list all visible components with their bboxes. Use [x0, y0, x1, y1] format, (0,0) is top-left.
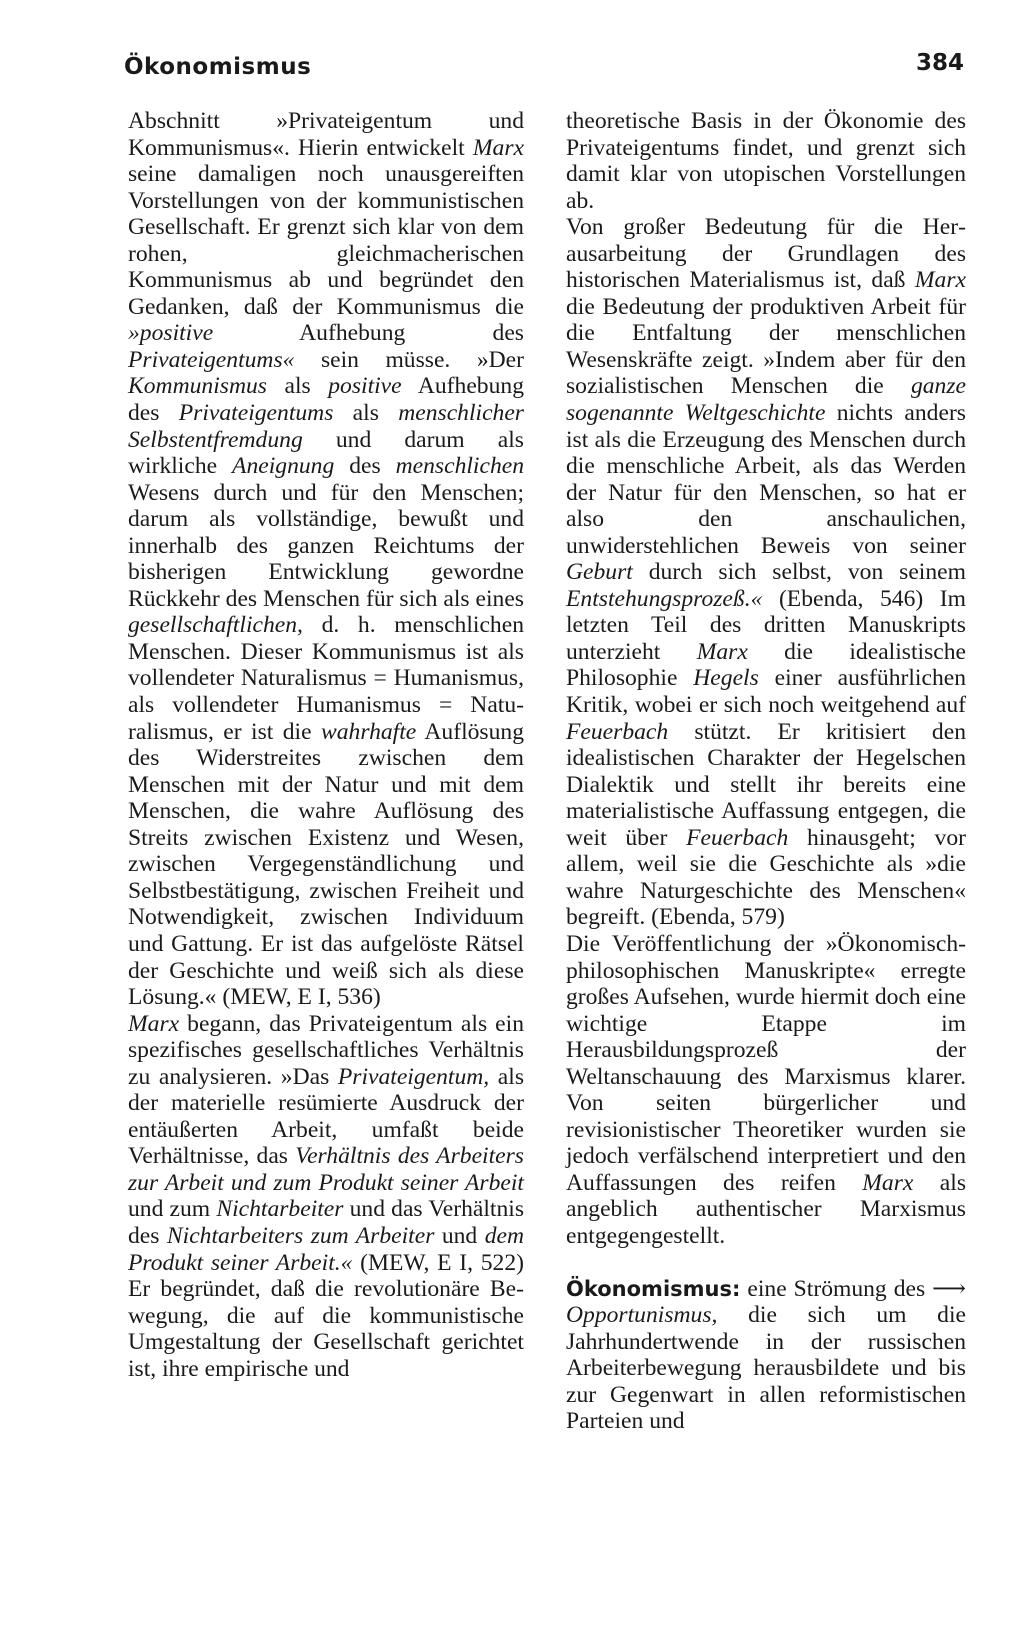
text-run: (Ebenda, 546) Im letzten Teil des dritten Manuskripts unterzieht	[566, 585, 966, 665]
emphasis: positive	[328, 373, 402, 400]
text-run: Auflösung des Widerstreites zwischen dem Menschen mit der Natur und mit dem Menschen, die wahre Auflösung des Streits zwischen Existenz und Wesen, zwischen Vergegenständlichung und Selbstbestätigung, zwischen Freiheit und Notwendigkeit, zwischen Individuum und Gattung. Er ist das aufgelöste Rätsel der Geschichte und weiß sich als diese Lösung.« (MEW, E I, 536)	[128, 718, 525, 1011]
emphasis: Privateigentums	[178, 400, 334, 427]
emphasis: Nichtarbeiters zum Arbeiter	[166, 1222, 435, 1249]
emphasis: menschlicher Selbstentfremdung	[128, 400, 524, 453]
emphasis: gesellschaftlichen,	[128, 612, 303, 639]
emphasis: Geburt	[566, 559, 633, 586]
text-run: und	[434, 1222, 485, 1249]
text-run: und das Verhältnis des	[128, 1196, 525, 1249]
emphasis: menschlichen	[395, 453, 525, 480]
text-run: Abschnitt »Privateigentum und Kommunismus«. Hierin entwickelt	[128, 108, 524, 161]
text-run: nichts anders ist als die Erzeugung des Menschen durch die menschliche Arbeit, als das Werden der Natur für den Menschen, so hat er also den anschaulichen, unwiderstehlichen Beweis von seiner	[566, 400, 966, 559]
text-run: begann, das Privateigentum als ein spezifisches gesellschaftliches Verhältnis zu analysieren. »Das	[128, 1010, 524, 1090]
text-run: Von großer Bedeutung für die Herausarbeitung der Grundlagen des historischen Materialismus ist, daß	[566, 214, 966, 294]
text-run: Die Veröffentlichung der »Ökonomisch-philosophischen Manuskripte« erregte großes Aufsehen, wurde hiermit doch eine wichtige Etappe im Herausbildungsprozeß der Weltanschauung des Marxismus klarer. Von seiten bürgerlicher und revisionistischer Theoretiker wurden sie jedoch verfälschend interpretiert und den Auffassungen des reifen	[566, 930, 966, 1196]
text-run: des	[334, 453, 396, 480]
emphasis: Verhältnis des Arbeiters zur Arbeit und zum Produkt seiner Arbeit	[128, 1143, 524, 1196]
text-run: als	[333, 400, 399, 427]
emphasis: Marx	[128, 1010, 180, 1037]
emphasis: Marx	[472, 134, 524, 161]
text-run: als angeblich authentischer Marxismus entgegengestellt.	[566, 1169, 966, 1249]
paragraph	[566, 1276, 966, 1435]
text-run: die sich um die Jahrhundertwende in der russischen Arbeiterbewegung herausbildete und bis zur Gegenwart in allen reformistischen Parteien und	[566, 1302, 966, 1435]
text-run: stützt. Er kritisiert den idealistischen Charakter der Hegelschen Dialektik und stellt ihr bereits eine materialistische Auffassung entgegen, die weit über	[566, 718, 966, 851]
text-run: seine damaligen noch unausgereiften Vorstellungen von der kommunistischen Gesellschaft. Er grenzt sich klar von dem rohen, gleichmacherischen Kommunismus ab und begründet den Gedanken, daß der Kommunismus die	[128, 161, 524, 320]
paragraph	[128, 1011, 524, 1383]
emphasis: Entstehungsprozeß.«	[566, 585, 763, 612]
emphasis: Opportunismus,	[566, 1302, 718, 1329]
text-run: und darum als wirkliche	[128, 426, 524, 480]
emphasis: Kommunismus	[128, 373, 267, 400]
text-run: Aufhebung des	[128, 373, 524, 427]
emphasis: ganze sogenannte Weltgeschichte	[566, 373, 966, 427]
text-run: einer ausführlichen Kritik, wobei er sich noch weitgehend auf	[566, 665, 967, 719]
text-run: durch sich selbst, von seinem	[632, 559, 966, 586]
emphasis: Marx	[862, 1169, 914, 1196]
emphasis: Marx	[914, 267, 966, 294]
emphasis: Privateigentum,	[337, 1063, 490, 1090]
emphasis: »positive	[128, 320, 214, 347]
text-run: und zum	[128, 1196, 217, 1223]
text-run: eine Strömung des ⟶	[740, 1275, 966, 1302]
paragraph	[566, 931, 966, 1250]
text-run: theoretische Basis in der Ökonomie des Privateigentums findet, und grenzt sich damit klar von utopischen Vorstellungen ab.	[566, 108, 966, 214]
emphasis: Hegels	[693, 665, 759, 692]
text-run: hinausgeht; vor allem, weil sie die Geschichte als »die wahre Naturgeschichte des Menschen« begreift. (Ebenda, 579)	[566, 824, 966, 931]
emphasis: Privateigentums«	[128, 346, 295, 373]
text-run: (MEW, E I, 522) Er begründet, daß die revolutionäre Bewegung, die auf die kommunistische Umgestaltung der Gesellschaft gerichtet ist, ihre empirische und	[128, 1249, 524, 1382]
emphasis: Marx	[696, 638, 748, 665]
lemma-term: Ökonomismus:	[566, 1276, 741, 1301]
paragraph	[566, 108, 966, 214]
text-run: sein müsse. »Der	[294, 346, 524, 373]
emphasis: Feuerbach	[686, 824, 789, 851]
emphasis: Nichtarbeiter	[216, 1196, 344, 1223]
running-head-title: Ökonomismus	[124, 54, 312, 80]
text-run: die idealistische Philosophie	[566, 638, 966, 692]
text-run: als der materielle resümierte Ausdruck der entäußerten Arbeit, umfaßt beide Verhältnisse, das	[128, 1063, 524, 1170]
emphasis: Feuerbach	[566, 718, 669, 745]
page-number: 384	[915, 50, 964, 76]
right-column	[566, 108, 966, 1435]
text-run: die Bedeutung der produktiven Arbeit für die Entfaltung der menschlichen Wesenskräfte zeigt. »Indem aber für den sozialistischen Menschen die	[566, 293, 966, 400]
left-column	[128, 108, 524, 1382]
text-run: Aufhebung des	[213, 320, 524, 347]
text-run: als	[266, 373, 329, 400]
paragraph	[128, 108, 524, 1011]
emphasis: Aneignung	[232, 453, 335, 480]
paragraph	[566, 214, 966, 931]
emphasis: wahrhafte	[321, 718, 417, 745]
emphasis: dem Produkt seiner Arbeit.«	[128, 1222, 524, 1276]
text-run: Wesens durch und für den Menschen; darum als vollständige, bewußt und innerhalb des ganzen Reichtums der bisherigen Entwicklung gewordne Rückkehr des Menschen für sich als eines	[128, 479, 524, 612]
text-run: d. h. menschlichen Menschen. Dieser Kommunismus ist als vollendeter Naturalismus = Humanismus, als vollendeter Humanismus = Naturalismus, er ist die	[128, 612, 524, 745]
